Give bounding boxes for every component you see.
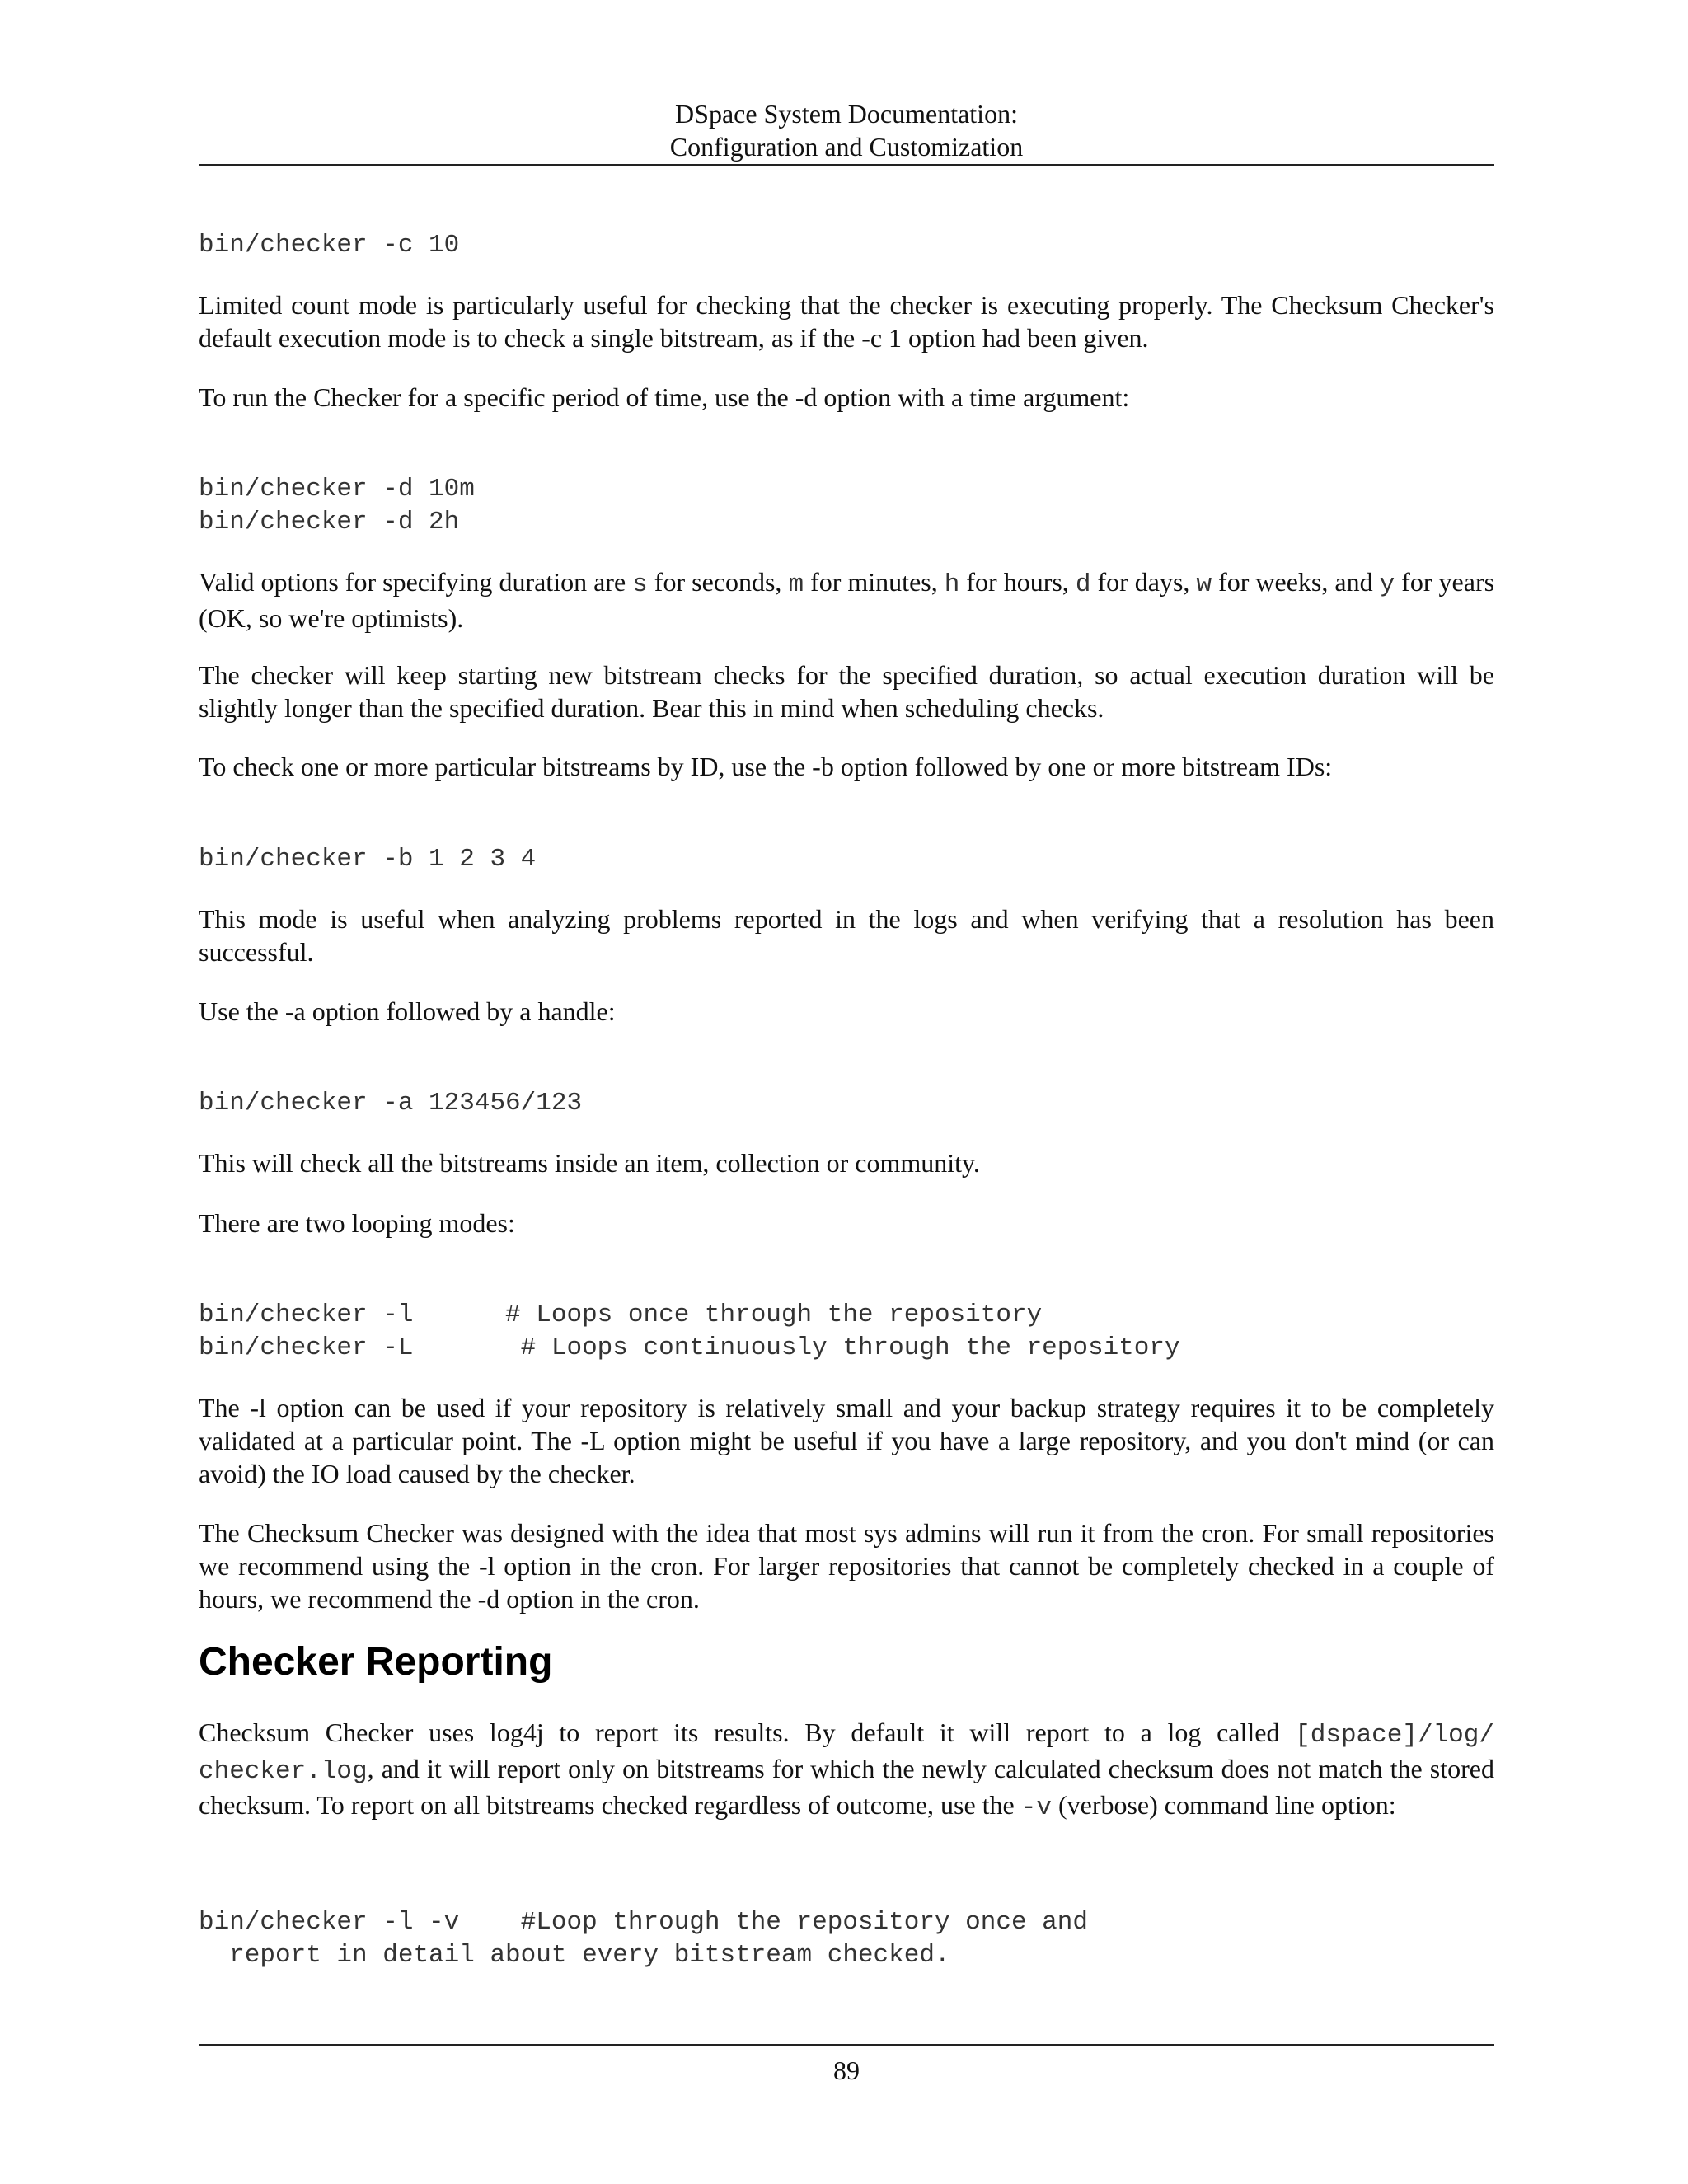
code-block-count: bin/checker -c 10	[199, 231, 460, 260]
code-block-verbose: bin/checker -l -v #Loop through the repository once and report in detail about every bitstream checked.	[199, 1908, 1088, 1970]
paragraph-duration-note: The checker will keep starting new bitstream checks for the specified duration, so actual execution duration will be slightly longer than the specified duration. Bear this in mind when scheduling checks.	[199, 660, 1494, 723]
header-rule	[199, 164, 1494, 166]
footer-rule	[199, 2044, 1494, 2046]
paragraph-count-mode: Limited count mode is particularly useful for checking that the checker is executing properly. The Checksum Checker's default execution mode is to check a single bitstream, as if the -c 1 option had been given.	[199, 290, 1494, 353]
paragraph-bitstream-intro: To check one or more particular bitstreams by ID, use the -b option followed by one or more bitstream IDs:	[199, 752, 1333, 781]
paragraph-duration-intro: To run the Checker for a specific period of time, use the -d option with a time argument:	[199, 382, 1130, 412]
header-line-1: DSpace System Documentation:	[675, 99, 1018, 129]
inline-code-w: w	[1196, 570, 1212, 599]
inline-code-d: d	[1075, 570, 1091, 599]
code-block-bitstream: bin/checker -b 1 2 3 4	[199, 845, 537, 874]
paragraph-handle-note: This will check all the bitstreams inside an item, collection or community.	[199, 1148, 980, 1178]
paragraph-handle-intro: Use the -a option followed by a handle:	[199, 996, 616, 1026]
code-block-duration: bin/checker -d 10m bin/checker -d 2h	[199, 475, 475, 537]
inline-code-h: h	[944, 570, 960, 599]
paragraph-bitstream-mode: This mode is useful when analyzing problems reported in the logs and when verifying that a resolution has been successful.	[199, 904, 1494, 967]
header-line-2: Configuration and Customization	[669, 132, 1024, 162]
code-block-handle: bin/checker -a 123456/123	[199, 1089, 583, 1118]
page-header	[199, 97, 1494, 163]
paragraph-duration-options: Valid options for specifying duration are s for seconds, m for minutes, h for hours, d for days, w for weeks, and y for years (OK, so we're optimists).	[199, 567, 1495, 633]
code-block-looping: bin/checker -l # Loops once through the repository bin/checker -L # Loops continuously through the repository	[199, 1301, 1180, 1362]
paragraph-looping-note: The -l option can be used if your repository is relatively small and your backup strategy requires it to be completely validated at a particular point. The -L option might be useful if you have a large repository, and you don't mind (or can avoid) the IO load caused by the checker.	[199, 1393, 1494, 1488]
inline-code-m: m	[788, 570, 804, 599]
inline-code-y: y	[1379, 570, 1395, 599]
inline-code-log-path: [dspace]/log/ checker.log	[199, 1721, 1494, 1786]
paragraph-looping-intro: There are two looping modes:	[199, 1208, 515, 1238]
paragraph-reporting: Checksum Checker uses log4j to report its results. By default it will report to a log called [dspace]/log/ checker.log, and it will report only on bitstreams for which the newly calculated checksum does not match the stored checksum. To report on all bitstreams checked regardless of outcome, use the -v (verbose) command line option:	[199, 1718, 1494, 1822]
inline-code-s: s	[632, 570, 648, 599]
section-heading-checker-reporting: Checker Reporting	[199, 1640, 553, 1684]
paragraph-cron-note: The Checksum Checker was designed with the idea that most sys admins will run it from the cron. For small repositories we recommend using the -l option in the cron. For larger repositories that cannot be completely checked in a couple of hours, we recommend the -d option in the cron.	[199, 1518, 1494, 1614]
page-number: 89	[833, 2055, 860, 2085]
inline-code-verbose: -v	[1020, 1793, 1052, 1822]
